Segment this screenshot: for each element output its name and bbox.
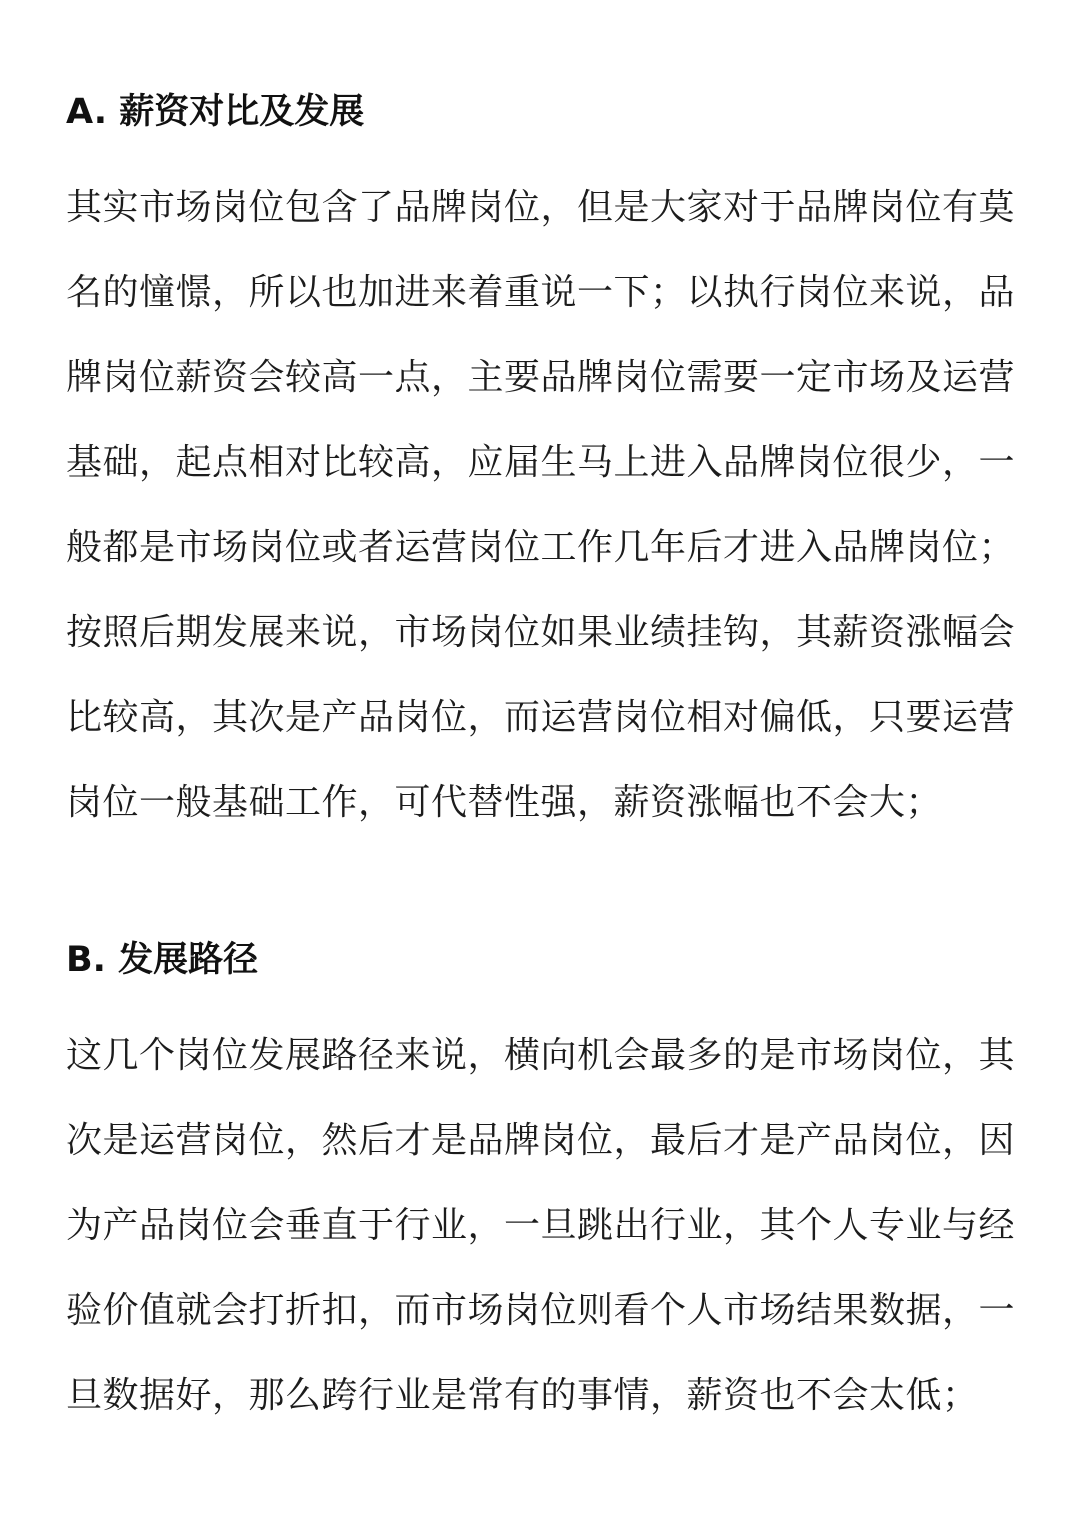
section-salary-comparison: [66, 84, 1016, 845]
text-line: 基础，起点相对比较高，应届生马上进入品牌岗位很少，一: [66, 442, 1016, 483]
paragraph-salary: [66, 140, 1016, 845]
text-line: 次是运营岗位，然后才是品牌岗位，最后才是产品岗位，因: [66, 1120, 1016, 1161]
section-career-path: [66, 932, 1016, 1438]
text-line: 比较高，其次是产品岗位，而运营岗位相对偏低，只要运营: [66, 697, 1016, 738]
text-line: 般都是市场岗位或者运营岗位工作几年后才进入品牌岗位；: [66, 527, 1016, 568]
section-heading-career-path: B. 发展路径: [66, 940, 259, 980]
text-line: 其实市场岗位包含了品牌岗位，但是大家对于品牌岗位有莫: [66, 187, 1016, 228]
text-line: 按照后期发展来说，市场岗位如果业绩挂钩，其薪资涨幅会: [66, 612, 1016, 653]
paragraph-career-path: [66, 988, 1016, 1438]
section-heading-salary: A. 薪资对比及发展: [66, 92, 365, 132]
text-line: 牌岗位薪资会较高一点，主要品牌岗位需要一定市场及运营: [66, 357, 1016, 398]
text-line: 名的憧憬，所以也加进来着重说一下；以执行岗位来说，品: [66, 272, 1016, 313]
text-line: 验价值就会打折扣，而市场岗位则看个人市场结果数据，一: [66, 1290, 1016, 1331]
text-line: 岗位一般基础工作，可代替性强，薪资涨幅也不会大；: [66, 782, 943, 823]
text-line: 旦数据好，那么跨行业是常有的事情，薪资也不会太低；: [66, 1375, 979, 1416]
text-line: 为产品岗位会垂直于行业，一旦跳出行业，其个人专业与经: [66, 1205, 1016, 1246]
text-line: 这几个岗位发展路径来说，横向机会最多的是市场岗位，其: [66, 1035, 1016, 1076]
